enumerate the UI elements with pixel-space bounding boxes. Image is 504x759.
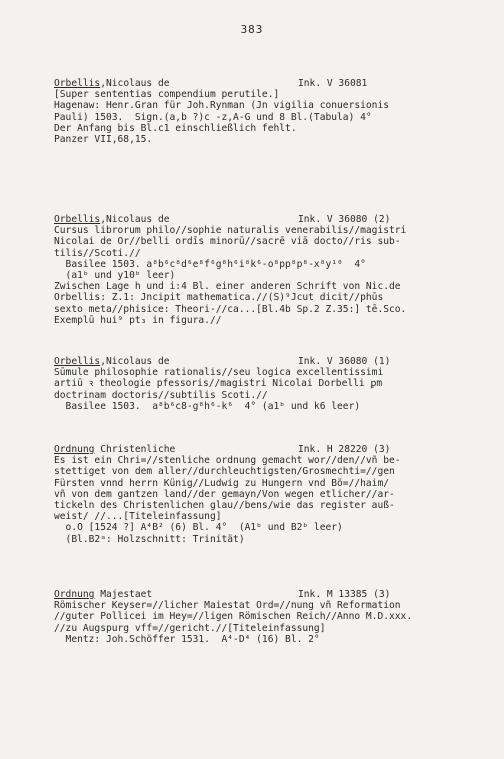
entry-line: artiū ꝛ theologie pfessoris//magistri Nicolai Dorbelli ꝑm	[54, 378, 383, 390]
entry-author: Orbellis,Nicolaus de	[54, 356, 170, 367]
catalog-entry	[54, 214, 484, 326]
entry-line: (Bl.B2ᵃ: Holzschnitt: Trinität)	[54, 533, 245, 545]
entry-line: Panzer VII,68,15.	[54, 134, 153, 145]
entry-author: Orbellis,Nicolaus de	[54, 214, 170, 225]
entry-shelfmark: Ink. V 36080 (2)	[298, 214, 391, 225]
entry-shelfmark: Ink. V 36081	[298, 78, 368, 89]
entry-shelfmark: Ink. M 13385 (3)	[298, 589, 391, 600]
entry-line: Römischer Keyser=//licher Maiestat Ord=//nung vñ Reformation	[54, 600, 401, 612]
entry-line: Orbellis: Z.1: Jncipit mathematica.//(S)⁹Jcut dicit//phūs	[54, 292, 384, 304]
entry-line: tilis//Scoti.//	[54, 247, 141, 259]
entry-line: Exemplū hui⁹ pt₃ in figura.//	[54, 314, 222, 326]
catalog-entry	[54, 444, 484, 545]
entry-line: Fürsten vnnd herrn Künig//Ludwig zu Hungern vnd Bö=//haim/	[54, 477, 390, 489]
entry-heading	[54, 444, 484, 455]
entry-line: //guter Pollicei im Hey=//ligen Römischen Reich//Anno M.D.xxx.	[54, 611, 413, 623]
entry-line: sexto meta//phisice: Theori-//ca...[Bl.4b Sp.2 Z.35:] tē.Sco.	[54, 303, 407, 315]
entry-line: (a1ᵇ und y10ᵇ leer)	[54, 270, 176, 281]
entry-line: tickeln des Christenlichen glau//bens/wie das register auß-	[54, 500, 395, 511]
entry-line: doctrinam doctoris//subtilis Scoti.//	[54, 389, 268, 401]
entry-line: Hagenaw: Henr.Gran für Joh.Rynman (Jn vigilia conuersionis	[54, 100, 390, 112]
entry-line: Cursus librorum philo//sophie naturalis venerabilis//magistri	[54, 225, 407, 237]
entry-line: [Super sententias compendium perutile.]	[54, 89, 280, 101]
entry-author: Orbellis,Nicolaus de	[54, 78, 170, 89]
catalog-entry	[54, 589, 484, 645]
entry-line: Der Anfang bis Bl.c1 einschließlich fehlt.	[54, 122, 297, 134]
entry-line: weist/ //...[Titeleinfassung]	[54, 511, 222, 523]
entry-line: Basilee 1503. a⁸b⁶c8-g⁸h⁶-k⁶ 4° (a1ᵇ und k6 leer)	[54, 400, 361, 412]
entry-line: Zwischen Lage h und i:4 Bl. einer anderen Schrift von Nic.de	[54, 281, 401, 293]
page-number: 383	[240, 23, 264, 36]
entry-heading	[54, 214, 484, 225]
entry-line: vñ von dem gantzen land//der gemayn/Von wegen etlicher//ar-	[54, 488, 395, 500]
entry-line: Nicolai de Or//belli ordīs minorū//sacrē viā docto//ris sub-	[54, 236, 401, 248]
entry-line: o.O [1524 ?] A⁴B² (6) Bl. 4° (A1ᵇ und B2ᵇ leer)	[54, 522, 343, 534]
entry-heading	[54, 589, 484, 600]
entry-line: stettiget von dem aller//durchleuchtigsten/Grosmechti=//gen	[54, 466, 395, 478]
entry-author: Ordnung Christenliche	[54, 444, 176, 455]
entry-author: Ordnung Majestaet	[54, 589, 153, 600]
entry-line: Es ist ein Chri=//stenliche ordnung gemacht wor//den//vñ be-	[54, 455, 401, 467]
entry-line: Basilee 1503. a⁸b⁶c⁸d⁶e⁸f⁶g⁸h⁶i⁸k⁶-o⁸pp⁸p⁸-x⁸y¹⁰ 4°	[54, 258, 366, 270]
catalog-entry	[54, 356, 484, 412]
entry-shelfmark: Ink. H 28220 (3)	[298, 444, 391, 455]
entry-shelfmark: Ink. V 36080 (1)	[298, 356, 391, 367]
entry-heading	[54, 78, 484, 89]
catalog-entry	[54, 78, 484, 145]
entry-line: Mentz: Joh.Schöffer 1531. A⁴-D⁴ (16) Bl. 2°	[54, 633, 320, 645]
entry-line: //zu Augspurg vff=//gericht.//[Titeleinfassung]	[54, 622, 326, 634]
entry-line: Pauli) 1503. Sign.(a,b ?)c -z,A-G und 8 Bl.(Tabula) 4°	[54, 111, 372, 123]
entry-heading	[54, 356, 484, 367]
entry-line: Sūmule philosophie rationalis//seu logica excellentissimi	[54, 367, 384, 379]
